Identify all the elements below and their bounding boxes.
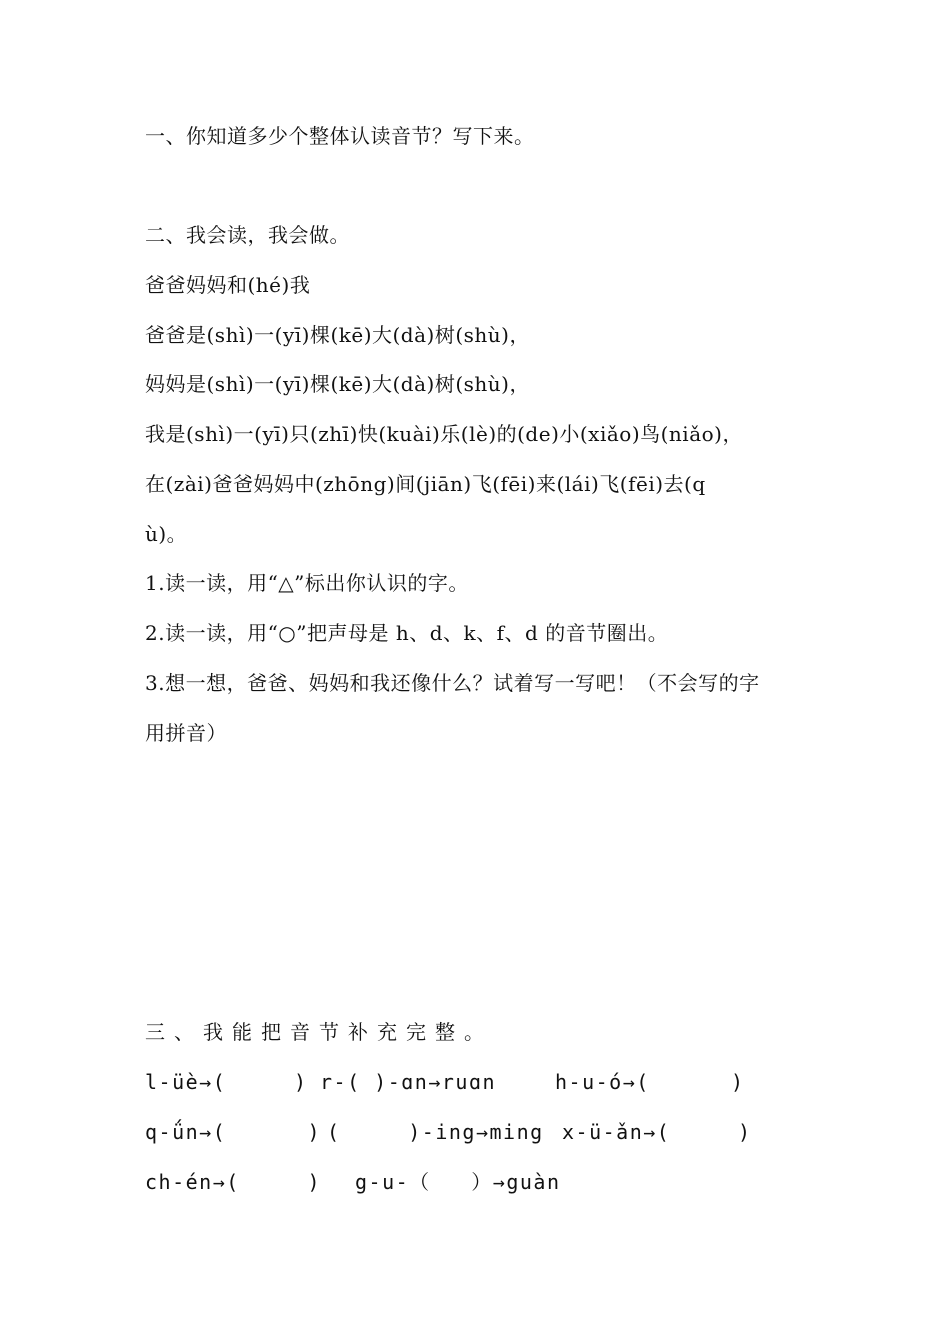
syllable-item: x-ü-ǎn→( ) [562,1120,752,1144]
syllable-item: h-u-ó→( ) [555,1070,745,1094]
section2-heading: 二、我会读，我会做。 [145,223,350,247]
syllable-item: l-üè→( ) [145,1070,308,1094]
task-item: 1.读一读，用“△”标出你认识的字。 [145,571,469,595]
task-item: 用拼音） [145,721,227,745]
syllable-item: g-u-（ ）→guàn [355,1170,561,1194]
syllable-item: ( )-ing→ming [327,1120,544,1144]
task-item: 3.想一想，爸爸、妈妈和我还像什么？试着写一写吧！（不会写的字 [145,671,760,695]
poem-line: 妈妈是(shì)一(yī)棵(kē)大(dà)树(shù)， [145,372,530,396]
poem-line: ù)。 [145,522,188,546]
task-item: 2.读一读，用“○”把声母是 h、d、k、f、d 的音节圈出。 [145,621,669,645]
poem-line: 爸爸是(shì)一(yī)棵(kē)大(dà)树(shù)， [145,323,530,347]
section1-heading: 一、你知道多少个整体认读音节？写下来。 [145,124,535,148]
poem-title: 爸爸妈妈和(hé)我 [145,273,311,297]
section3-heading: 三、我能把音节补充完整。 [145,1020,493,1044]
syllable-item: ch-én→( ) [145,1170,322,1194]
poem-line: 在(zài)爸爸妈妈中(zhōng)间(jiān)飞(fēi)来(lái)飞(fēi)去(q [145,472,706,496]
syllable-item: r-( )-ɑn→ruɑn [320,1070,497,1094]
poem-line: 我是(shì)一(yī)只(zhī)快(kuài)乐(lè)的(de)小(xiǎo)鸟(niǎo)， [145,422,743,446]
syllable-item: q-ǘn→( ) [145,1120,322,1144]
